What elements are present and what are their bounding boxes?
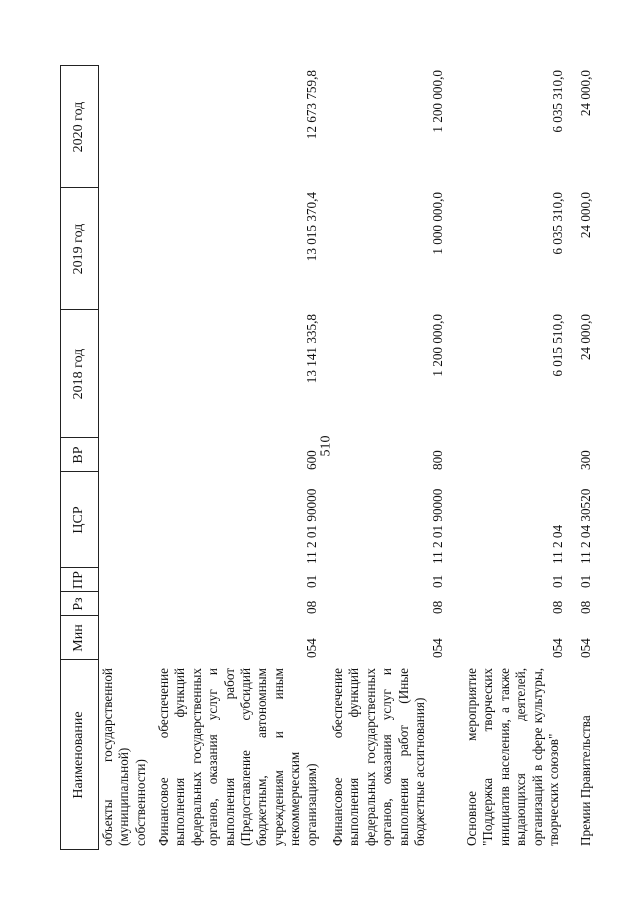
row-min: 054	[430, 638, 445, 658]
row-2018: 1 200 000,0	[430, 314, 445, 377]
row-vr: 300	[578, 450, 593, 470]
row-2020: 1 200 000,0	[430, 70, 445, 133]
col-header-2018: 2018 год	[71, 348, 86, 400]
row-2020: 6 035 310,0	[550, 70, 565, 133]
row-pr: 01	[550, 574, 565, 588]
row-csr: 11 2 04	[550, 524, 565, 564]
col-header-2020: 2020 год	[71, 101, 86, 153]
row-2020: 12 673 759,8	[304, 70, 319, 140]
row-rz: 08	[304, 600, 319, 614]
row-name: Финансовое обеспечение выполнения функций федеральных государственных органов, оказания услуг и выполнения работ (Иные бюджетные ассигнования)	[330, 668, 428, 846]
row-rz: 08	[550, 600, 565, 614]
row-name: Премии Правительства	[578, 715, 593, 846]
row-csr: 11 2 01 90000	[430, 488, 445, 564]
row-min: 054	[578, 638, 593, 658]
grid-line	[98, 65, 99, 850]
row-2019: 1 000 000,0	[430, 192, 445, 255]
row-2018: 6 015 510,0	[550, 314, 565, 377]
rotated-table	[60, 65, 600, 850]
row-2020: 24 000,0	[578, 70, 593, 117]
row-name: Финансовое обеспечение выполнения функций федеральных государственных органов, оказания услуг и выполнения работ (Предоставление субсидий бюджетным, автономным учреждениям и иным некоммерческим организациям)	[156, 668, 319, 846]
row-rz: 08	[578, 600, 593, 614]
row-2018: 24 000,0	[578, 314, 593, 361]
row-name: Основное мероприятие "Поддержка творческих инициатив населения, а также выдающихся деятелей, организаций в сфере культуры, творческих союзов"	[464, 668, 562, 846]
row-pr: 01	[430, 574, 445, 588]
row-pr: 01	[578, 574, 593, 588]
row-min: 054	[304, 638, 319, 658]
row-min: 054	[550, 638, 565, 658]
row-name: объекты государственной (муниципальной) собственности)	[100, 668, 148, 846]
page-number: 510	[318, 435, 334, 457]
col-header-min: Мин	[71, 624, 86, 652]
table-grid	[60, 65, 600, 850]
row-rz: 08	[430, 600, 445, 614]
row-csr: 11 2 04 30520	[578, 488, 593, 564]
row-2019: 6 035 310,0	[550, 192, 565, 255]
col-header-rz: Рз	[71, 597, 86, 611]
row-vr: 800	[430, 450, 445, 470]
col-header-csr: ЦСР	[71, 506, 86, 534]
row-vr: 600	[304, 450, 319, 470]
col-header-vr: ВР	[71, 446, 86, 464]
row-csr: 11 2 01 90000	[304, 488, 319, 564]
row-2018: 13 141 335,8	[304, 314, 319, 384]
col-header-pr: ПР	[71, 571, 86, 589]
row-pr: 01	[304, 574, 319, 588]
row-2019: 13 015 370,4	[304, 192, 319, 262]
col-header-2019: 2019 год	[71, 223, 86, 275]
col-header-name: Наименование	[71, 711, 86, 799]
row-2019: 24 000,0	[578, 192, 593, 239]
